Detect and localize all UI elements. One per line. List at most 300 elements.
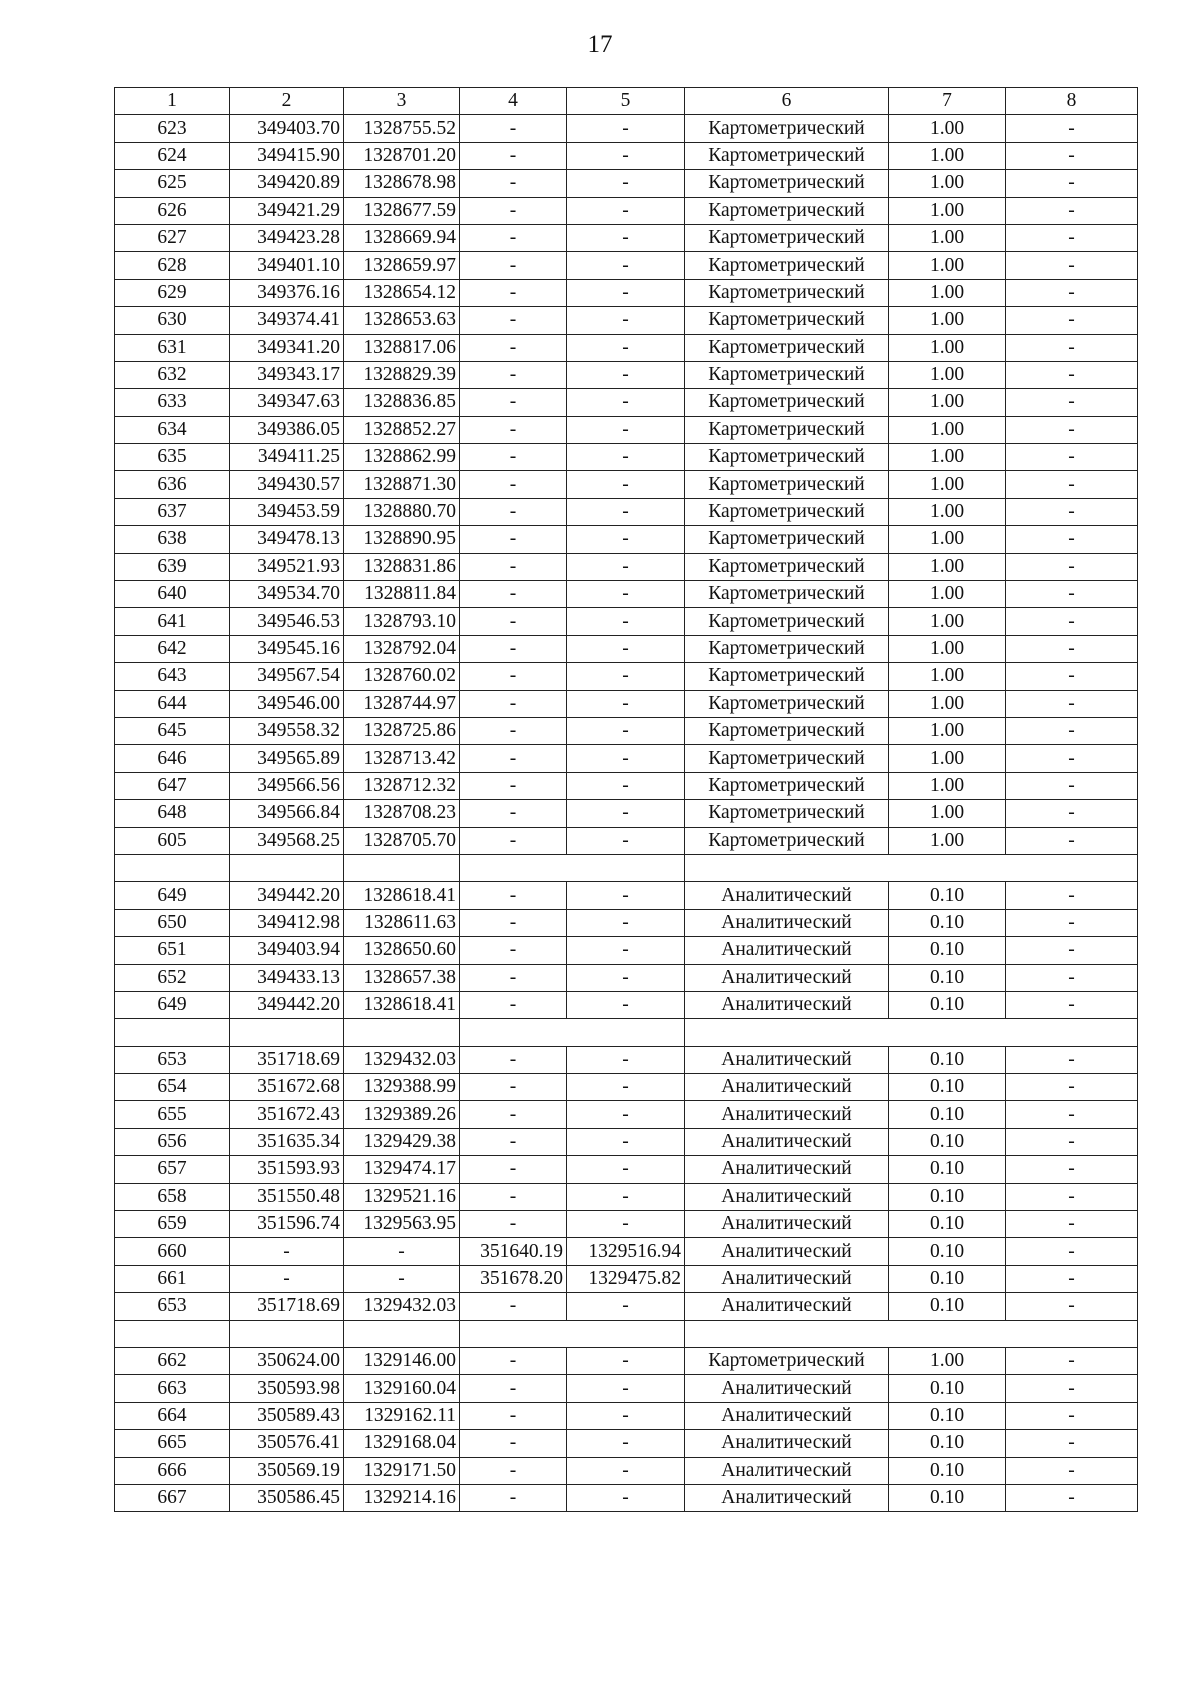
- cell-y-coordinate-alt: -: [567, 389, 685, 416]
- cell-y-coordinate: 1329168.04: [344, 1430, 460, 1457]
- cell-y-coordinate-alt: -: [567, 361, 685, 388]
- cell-y-coordinate-alt: 1329475.82: [567, 1265, 685, 1292]
- header-cell-x-coordinate-alt: 4: [460, 88, 567, 115]
- cell-y-coordinate: 1328618.41: [344, 882, 460, 909]
- cell-accuracy: 1.00: [889, 745, 1006, 772]
- table-row: [115, 498, 1138, 525]
- cell-point-number: 632: [115, 361, 230, 388]
- cell-y-coordinate-alt: -: [567, 581, 685, 608]
- cell-point-number: 645: [115, 717, 230, 744]
- cell-x-coordinate-alt: -: [460, 224, 567, 251]
- cell-x-coordinate-alt: -: [460, 142, 567, 169]
- cell-accuracy: 1.00: [889, 361, 1006, 388]
- cell-x-coordinate: 349374.41: [230, 307, 344, 334]
- cell-x-coordinate: 349415.90: [230, 142, 344, 169]
- cell-point-number: 653: [115, 1046, 230, 1073]
- cell-method: Картометрический: [685, 279, 889, 306]
- cell-x-coordinate-alt: -: [460, 1484, 567, 1511]
- table-row: [115, 1265, 1138, 1292]
- cell-method: Аналитический: [685, 1238, 889, 1265]
- table-row: [115, 1074, 1138, 1101]
- cell-x-coordinate-alt: -: [460, 1457, 567, 1484]
- cell-y-coordinate: 1328712.32: [344, 772, 460, 799]
- cell-accuracy: 0.10: [889, 1402, 1006, 1429]
- cell-method: Картометрический: [685, 526, 889, 553]
- cell-note: -: [1006, 1074, 1138, 1101]
- cell-method: Аналитический: [685, 882, 889, 909]
- table-header-row: [115, 88, 1138, 115]
- cell-point-number: 652: [115, 964, 230, 991]
- cell-accuracy: 1.00: [889, 389, 1006, 416]
- cell-x-coordinate: 349545.16: [230, 635, 344, 662]
- cell-x-coordinate-alt: -: [460, 1430, 567, 1457]
- cell-method: Аналитический: [685, 1265, 889, 1292]
- cell-accuracy: 0.10: [889, 1183, 1006, 1210]
- cell-accuracy: 1.00: [889, 307, 1006, 334]
- cell-accuracy: 1.00: [889, 663, 1006, 690]
- cell-x-coordinate-alt: -: [460, 279, 567, 306]
- cell-x-coordinate-alt: -: [460, 361, 567, 388]
- cell-y-coordinate: 1328760.02: [344, 663, 460, 690]
- cell-accuracy: 1.00: [889, 142, 1006, 169]
- cell-x-coordinate: 349347.63: [230, 389, 344, 416]
- table-row: [115, 553, 1138, 580]
- cell-note: -: [1006, 745, 1138, 772]
- cell-y-coordinate: 1328829.39: [344, 361, 460, 388]
- cell-y-coordinate-alt: -: [567, 1484, 685, 1511]
- cell-note: -: [1006, 1293, 1138, 1320]
- cell-point-number: 637: [115, 498, 230, 525]
- cell-method: Картометрический: [685, 307, 889, 334]
- cell-method: Аналитический: [685, 937, 889, 964]
- table-row: [115, 1347, 1138, 1374]
- cell-y-coordinate-alt: -: [567, 882, 685, 909]
- cell-method: Картометрический: [685, 170, 889, 197]
- cell-accuracy: 0.10: [889, 1265, 1006, 1292]
- cell-y-coordinate: 1329432.03: [344, 1293, 460, 1320]
- cell-x-coordinate: 349558.32: [230, 717, 344, 744]
- cell-point-number: 650: [115, 909, 230, 936]
- cell-x-coordinate: 351672.68: [230, 1074, 344, 1101]
- table-spacer-row: [115, 854, 1138, 881]
- spacer-cell: [115, 1019, 230, 1046]
- cell-y-coordinate-alt: -: [567, 1402, 685, 1429]
- cell-x-coordinate-alt: -: [460, 964, 567, 991]
- cell-point-number: 661: [115, 1265, 230, 1292]
- cell-note: -: [1006, 717, 1138, 744]
- spacer-cell: [344, 1019, 460, 1046]
- cell-note: -: [1006, 389, 1138, 416]
- cell-note: -: [1006, 361, 1138, 388]
- cell-note: -: [1006, 663, 1138, 690]
- cell-point-number: 635: [115, 444, 230, 471]
- cell-point-number: 630: [115, 307, 230, 334]
- cell-x-coordinate: -: [230, 1265, 344, 1292]
- cell-y-coordinate: 1329214.16: [344, 1484, 460, 1511]
- cell-y-coordinate-alt: -: [567, 1046, 685, 1073]
- cell-note: -: [1006, 1101, 1138, 1128]
- cell-note: -: [1006, 581, 1138, 608]
- cell-x-coordinate-alt: -: [460, 1074, 567, 1101]
- cell-note: -: [1006, 170, 1138, 197]
- cell-note: -: [1006, 1128, 1138, 1155]
- cell-x-coordinate-alt: -: [460, 1128, 567, 1155]
- table-row: [115, 1375, 1138, 1402]
- cell-method: Картометрический: [685, 389, 889, 416]
- coordinates-table: [114, 87, 1138, 1512]
- cell-x-coordinate-alt: 351678.20: [460, 1265, 567, 1292]
- cell-y-coordinate-alt: -: [567, 498, 685, 525]
- cell-x-coordinate-alt: -: [460, 252, 567, 279]
- cell-x-coordinate: 349565.89: [230, 745, 344, 772]
- cell-x-coordinate-alt: -: [460, 498, 567, 525]
- table-row: [115, 827, 1138, 854]
- cell-x-coordinate: 350589.43: [230, 1402, 344, 1429]
- cell-method: Аналитический: [685, 1211, 889, 1238]
- header-cell-x-coordinate: 2: [230, 88, 344, 115]
- cell-method: Аналитический: [685, 1375, 889, 1402]
- cell-method: Картометрический: [685, 498, 889, 525]
- cell-accuracy: 0.10: [889, 1457, 1006, 1484]
- cell-x-coordinate-alt: -: [460, 1402, 567, 1429]
- cell-x-coordinate: 349567.54: [230, 663, 344, 690]
- cell-y-coordinate-alt: -: [567, 1156, 685, 1183]
- cell-x-coordinate: 349386.05: [230, 416, 344, 443]
- cell-x-coordinate: 349546.00: [230, 690, 344, 717]
- spacer-cell: [460, 1320, 685, 1347]
- cell-y-coordinate: 1328708.23: [344, 800, 460, 827]
- cell-note: -: [1006, 142, 1138, 169]
- cell-y-coordinate: 1328744.97: [344, 690, 460, 717]
- cell-method: Аналитический: [685, 1484, 889, 1511]
- cell-x-coordinate: 349401.10: [230, 252, 344, 279]
- spacer-cell: [685, 854, 1138, 881]
- cell-note: -: [1006, 882, 1138, 909]
- cell-method: Картометрический: [685, 745, 889, 772]
- cell-x-coordinate: 349411.25: [230, 444, 344, 471]
- cell-x-coordinate-alt: -: [460, 909, 567, 936]
- cell-method: Аналитический: [685, 1128, 889, 1155]
- cell-method: Картометрический: [685, 663, 889, 690]
- table-row: [115, 581, 1138, 608]
- cell-y-coordinate-alt: -: [567, 334, 685, 361]
- cell-point-number: 666: [115, 1457, 230, 1484]
- cell-accuracy: 0.10: [889, 882, 1006, 909]
- cell-x-coordinate-alt: -: [460, 1156, 567, 1183]
- header-cell-method: 6: [685, 88, 889, 115]
- cell-x-coordinate: 349403.70: [230, 115, 344, 142]
- cell-y-coordinate: 1328650.60: [344, 937, 460, 964]
- cell-accuracy: 1.00: [889, 498, 1006, 525]
- table-row: [115, 471, 1138, 498]
- cell-x-coordinate-alt: -: [460, 827, 567, 854]
- cell-point-number: 660: [115, 1238, 230, 1265]
- cell-y-coordinate-alt: -: [567, 690, 685, 717]
- cell-point-number: 659: [115, 1211, 230, 1238]
- table-row: [115, 1128, 1138, 1155]
- cell-accuracy: 1.00: [889, 1347, 1006, 1374]
- cell-x-coordinate: 349453.59: [230, 498, 344, 525]
- cell-y-coordinate: 1328793.10: [344, 608, 460, 635]
- cell-point-number: 665: [115, 1430, 230, 1457]
- table-row: [115, 717, 1138, 744]
- cell-note: -: [1006, 224, 1138, 251]
- cell-accuracy: 1.00: [889, 115, 1006, 142]
- cell-y-coordinate-alt: 1329516.94: [567, 1238, 685, 1265]
- cell-note: -: [1006, 307, 1138, 334]
- cell-y-coordinate-alt: -: [567, 635, 685, 662]
- cell-method: Картометрический: [685, 800, 889, 827]
- cell-note: -: [1006, 608, 1138, 635]
- cell-y-coordinate: 1328871.30: [344, 471, 460, 498]
- table-row: [115, 416, 1138, 443]
- table-row: [115, 745, 1138, 772]
- table-row: [115, 1402, 1138, 1429]
- cell-accuracy: 1.00: [889, 772, 1006, 799]
- cell-method: Картометрический: [685, 608, 889, 635]
- cell-note: -: [1006, 279, 1138, 306]
- cell-method: Аналитический: [685, 1046, 889, 1073]
- cell-y-coordinate: 1328611.63: [344, 909, 460, 936]
- cell-point-number: 623: [115, 115, 230, 142]
- cell-y-coordinate: 1328654.12: [344, 279, 460, 306]
- cell-y-coordinate: 1328701.20: [344, 142, 460, 169]
- cell-point-number: 656: [115, 1128, 230, 1155]
- cell-y-coordinate-alt: -: [567, 197, 685, 224]
- cell-accuracy: 1.00: [889, 553, 1006, 580]
- table-row: [115, 252, 1138, 279]
- table-row: [115, 882, 1138, 909]
- cell-accuracy: 1.00: [889, 827, 1006, 854]
- cell-x-coordinate-alt: -: [460, 690, 567, 717]
- cell-y-coordinate: 1329389.26: [344, 1101, 460, 1128]
- table-row: [115, 1101, 1138, 1128]
- cell-y-coordinate-alt: -: [567, 608, 685, 635]
- cell-accuracy: 1.00: [889, 800, 1006, 827]
- cell-x-coordinate-alt: -: [460, 1293, 567, 1320]
- cell-note: -: [1006, 991, 1138, 1018]
- cell-method: Картометрический: [685, 115, 889, 142]
- cell-x-coordinate: 349566.84: [230, 800, 344, 827]
- cell-x-coordinate: 351550.48: [230, 1183, 344, 1210]
- cell-accuracy: 1.00: [889, 197, 1006, 224]
- cell-accuracy: 0.10: [889, 991, 1006, 1018]
- cell-y-coordinate: 1329388.99: [344, 1074, 460, 1101]
- cell-point-number: 651: [115, 937, 230, 964]
- cell-accuracy: 0.10: [889, 1238, 1006, 1265]
- cell-point-number: 647: [115, 772, 230, 799]
- cell-x-coordinate-alt: -: [460, 115, 567, 142]
- cell-y-coordinate-alt: -: [567, 279, 685, 306]
- cell-point-number: 629: [115, 279, 230, 306]
- cell-accuracy: 0.10: [889, 937, 1006, 964]
- cell-note: -: [1006, 1430, 1138, 1457]
- cell-y-coordinate: 1329474.17: [344, 1156, 460, 1183]
- cell-note: -: [1006, 1375, 1138, 1402]
- cell-accuracy: 1.00: [889, 416, 1006, 443]
- spacer-cell: [685, 1019, 1138, 1046]
- table-row: [115, 142, 1138, 169]
- cell-accuracy: 0.10: [889, 1293, 1006, 1320]
- cell-y-coordinate-alt: -: [567, 772, 685, 799]
- cell-method: Картометрический: [685, 827, 889, 854]
- cell-y-coordinate-alt: -: [567, 115, 685, 142]
- cell-accuracy: 1.00: [889, 252, 1006, 279]
- cell-accuracy: 1.00: [889, 581, 1006, 608]
- cell-accuracy: 0.10: [889, 1211, 1006, 1238]
- cell-note: -: [1006, 1156, 1138, 1183]
- cell-point-number: 648: [115, 800, 230, 827]
- cell-note: -: [1006, 526, 1138, 553]
- cell-note: -: [1006, 827, 1138, 854]
- cell-note: -: [1006, 334, 1138, 361]
- cell-point-number: 633: [115, 389, 230, 416]
- cell-y-coordinate: 1328705.70: [344, 827, 460, 854]
- table-row: [115, 361, 1138, 388]
- spacer-cell: [230, 1019, 344, 1046]
- table-row: [115, 800, 1138, 827]
- cell-note: -: [1006, 937, 1138, 964]
- table-row: [115, 964, 1138, 991]
- cell-method: Картометрический: [685, 197, 889, 224]
- cell-y-coordinate: 1328792.04: [344, 635, 460, 662]
- cell-x-coordinate: 351635.34: [230, 1128, 344, 1155]
- cell-x-coordinate: 349442.20: [230, 882, 344, 909]
- spacer-cell: [460, 854, 685, 881]
- header-cell-y-coordinate: 3: [344, 88, 460, 115]
- cell-x-coordinate: 350624.00: [230, 1347, 344, 1374]
- cell-x-coordinate-alt: -: [460, 1101, 567, 1128]
- cell-x-coordinate-alt: -: [460, 1347, 567, 1374]
- cell-x-coordinate-alt: -: [460, 1375, 567, 1402]
- cell-x-coordinate: 349566.56: [230, 772, 344, 799]
- cell-point-number: 639: [115, 553, 230, 580]
- table-spacer-row: [115, 1019, 1138, 1046]
- cell-y-coordinate-alt: -: [567, 1211, 685, 1238]
- cell-point-number: 654: [115, 1074, 230, 1101]
- table-row: [115, 1211, 1138, 1238]
- cell-x-coordinate: 349433.13: [230, 964, 344, 991]
- cell-x-coordinate: 351593.93: [230, 1156, 344, 1183]
- cell-accuracy: 1.00: [889, 224, 1006, 251]
- cell-accuracy: 1.00: [889, 526, 1006, 553]
- table-row: [115, 389, 1138, 416]
- cell-y-coordinate: 1328725.86: [344, 717, 460, 744]
- table-spacer-row: [115, 1320, 1138, 1347]
- table-row: [115, 334, 1138, 361]
- cell-point-number: 641: [115, 608, 230, 635]
- cell-note: -: [1006, 1347, 1138, 1374]
- cell-method: Картометрический: [685, 252, 889, 279]
- cell-point-number: 605: [115, 827, 230, 854]
- table-row: [115, 115, 1138, 142]
- cell-accuracy: 1.00: [889, 690, 1006, 717]
- cell-point-number: 642: [115, 635, 230, 662]
- cell-point-number: 634: [115, 416, 230, 443]
- cell-y-coordinate-alt: -: [567, 1457, 685, 1484]
- table-row: [115, 197, 1138, 224]
- cell-accuracy: 0.10: [889, 1484, 1006, 1511]
- cell-accuracy: 1.00: [889, 717, 1006, 744]
- table-row: [115, 1046, 1138, 1073]
- cell-x-coordinate: 349343.17: [230, 361, 344, 388]
- cell-y-coordinate-alt: -: [567, 937, 685, 964]
- cell-y-coordinate: 1328862.99: [344, 444, 460, 471]
- cell-x-coordinate: 349521.93: [230, 553, 344, 580]
- cell-y-coordinate: 1328618.41: [344, 991, 460, 1018]
- table-row: [115, 1430, 1138, 1457]
- cell-method: Картометрический: [685, 142, 889, 169]
- table-row: [115, 1183, 1138, 1210]
- cell-note: -: [1006, 1211, 1138, 1238]
- cell-y-coordinate-alt: -: [567, 1128, 685, 1155]
- table-row: [115, 663, 1138, 690]
- cell-note: -: [1006, 800, 1138, 827]
- table-row: [115, 1238, 1138, 1265]
- cell-note: -: [1006, 498, 1138, 525]
- cell-y-coordinate: 1328811.84: [344, 581, 460, 608]
- table-row: [115, 608, 1138, 635]
- cell-x-coordinate: 351596.74: [230, 1211, 344, 1238]
- cell-method: Картометрический: [685, 635, 889, 662]
- cell-method: Аналитический: [685, 1101, 889, 1128]
- cell-y-coordinate-alt: -: [567, 471, 685, 498]
- cell-method: Аналитический: [685, 1074, 889, 1101]
- cell-x-coordinate-alt: -: [460, 471, 567, 498]
- cell-x-coordinate: 349423.28: [230, 224, 344, 251]
- cell-point-number: 646: [115, 745, 230, 772]
- cell-point-number: 644: [115, 690, 230, 717]
- table-row: [115, 1484, 1138, 1511]
- cell-x-coordinate: 349341.20: [230, 334, 344, 361]
- cell-point-number: 625: [115, 170, 230, 197]
- cell-y-coordinate: 1328677.59: [344, 197, 460, 224]
- table-body: [115, 88, 1138, 1512]
- cell-x-coordinate-alt: -: [460, 991, 567, 1018]
- table-row: [115, 224, 1138, 251]
- cell-accuracy: 0.10: [889, 1430, 1006, 1457]
- cell-y-coordinate-alt: -: [567, 909, 685, 936]
- cell-note: -: [1006, 1238, 1138, 1265]
- table-row: [115, 909, 1138, 936]
- cell-y-coordinate-alt: -: [567, 1293, 685, 1320]
- cell-accuracy: 0.10: [889, 964, 1006, 991]
- table-row: [115, 307, 1138, 334]
- cell-note: -: [1006, 772, 1138, 799]
- cell-x-coordinate: 349442.20: [230, 991, 344, 1018]
- cell-method: Картометрический: [685, 444, 889, 471]
- cell-method: Картометрический: [685, 553, 889, 580]
- cell-method: Аналитический: [685, 1457, 889, 1484]
- cell-method: Аналитический: [685, 1156, 889, 1183]
- cell-point-number: 628: [115, 252, 230, 279]
- cell-point-number: 638: [115, 526, 230, 553]
- cell-x-coordinate-alt: -: [460, 1046, 567, 1073]
- page-number: 17: [587, 31, 613, 58]
- cell-x-coordinate-alt: -: [460, 389, 567, 416]
- cell-point-number: 631: [115, 334, 230, 361]
- cell-x-coordinate: 349403.94: [230, 937, 344, 964]
- cell-note: -: [1006, 553, 1138, 580]
- cell-method: Картометрический: [685, 416, 889, 443]
- cell-note: -: [1006, 471, 1138, 498]
- cell-y-coordinate: 1329563.95: [344, 1211, 460, 1238]
- spacer-cell: [115, 854, 230, 881]
- cell-method: Аналитический: [685, 1293, 889, 1320]
- cell-note: -: [1006, 964, 1138, 991]
- cell-y-coordinate: -: [344, 1265, 460, 1292]
- cell-x-coordinate: 349420.89: [230, 170, 344, 197]
